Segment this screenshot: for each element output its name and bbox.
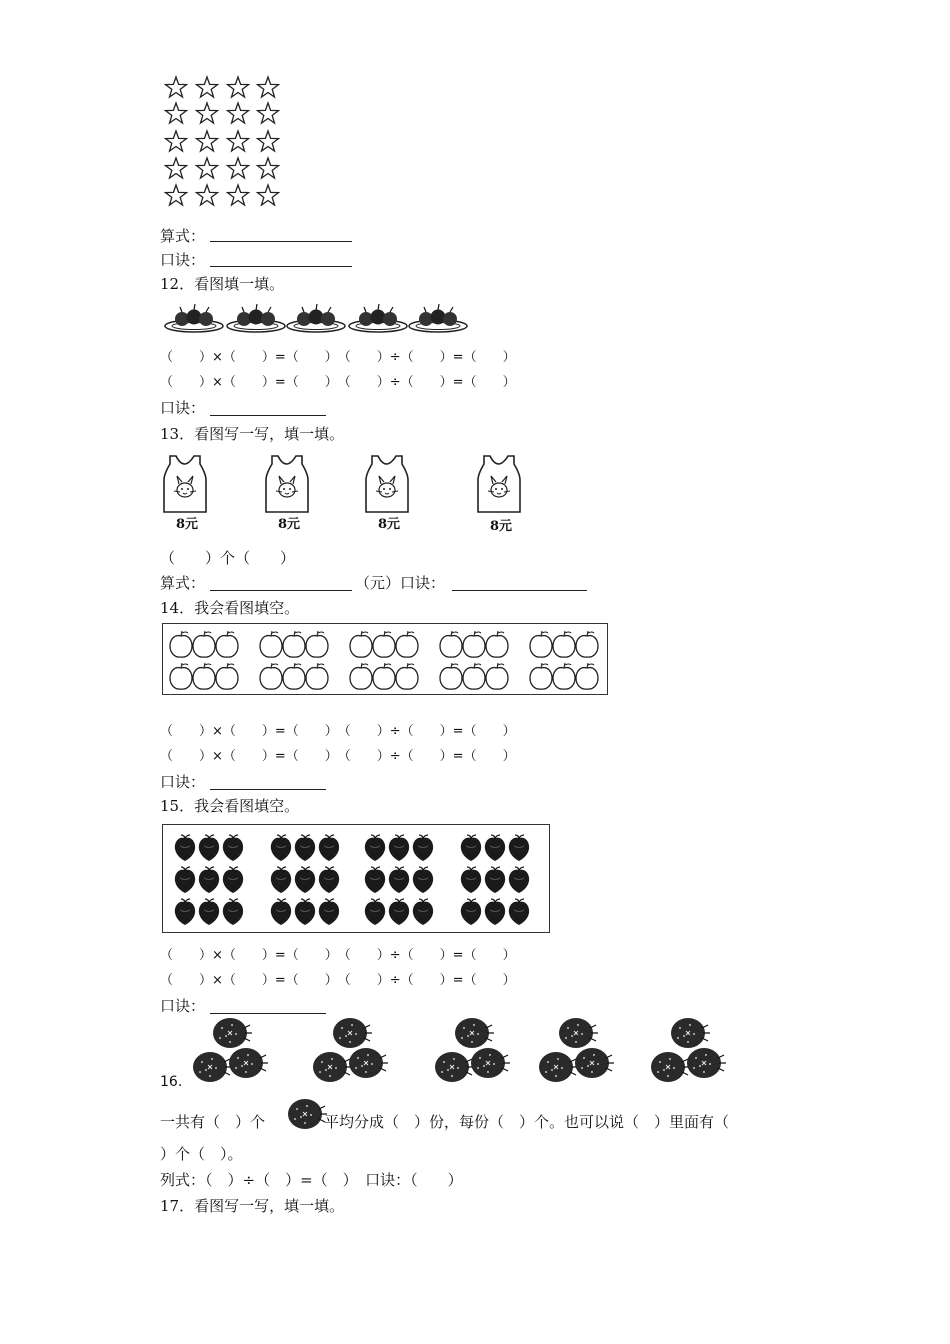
- q15-title: 15．我会看图填空。: [160, 797, 300, 815]
- q15-equation-1: （ ）×（ ）=（ ） （ ）÷（ ）=（ ）: [160, 948, 516, 963]
- q11-formula-label: 算式：: [160, 227, 206, 245]
- star-grid: [160, 74, 285, 212]
- strawberries-image: [188, 1014, 744, 1088]
- fruit-plates-image: [162, 298, 472, 336]
- q16-line2: ）个（ ）。: [160, 1145, 243, 1163]
- q17-title: 17．看图写一写，填一填。: [160, 1197, 345, 1215]
- q15-rhyme-label: 口诀：: [160, 997, 206, 1015]
- q12-equation-1: （ ）×（ ）=（ ） （ ）÷（ ）=（ ）: [160, 350, 516, 365]
- price-label-2: 8元: [278, 517, 301, 532]
- q16-line1a: 一共有（ ）个: [160, 1113, 266, 1131]
- q16-line1b: 平均分成（ ）份，每份（ ）个。也可以说（ ）里面有（: [324, 1113, 730, 1131]
- strawberry-icon: [286, 1096, 326, 1130]
- q12-title: 12．看图填一填。: [160, 275, 285, 293]
- apples-image: [164, 625, 608, 693]
- q13-title: 13．看图写一写，填一填。: [160, 425, 345, 443]
- vests-image: [158, 448, 538, 538]
- q14-title: 14．我会看图填空。: [160, 599, 300, 617]
- star-icons: [166, 77, 279, 205]
- q13-rhyme-blank[interactable]: [452, 590, 587, 591]
- q12-rhyme-blank[interactable]: [210, 415, 326, 416]
- price-label-1: 8元: [176, 517, 199, 532]
- q11-rhyme-label: 口诀：: [160, 251, 206, 269]
- q14-rhyme-label: 口诀：: [160, 773, 206, 791]
- q13-unit-rhyme: （元）口诀：: [355, 574, 446, 592]
- q14-rhyme-blank[interactable]: [210, 789, 326, 790]
- q14-equation-2: （ ）×（ ）=（ ） （ ）÷（ ）=（ ）: [160, 749, 516, 764]
- peaches-image: [164, 826, 550, 931]
- price-label-3: 8元: [378, 517, 401, 532]
- q13-formula-blank[interactable]: [210, 590, 352, 591]
- q16-number: 16.: [160, 1074, 183, 1090]
- price-label-4: 8元: [490, 519, 513, 534]
- q14-equation-1: （ ）×（ ）=（ ） （ ）÷（ ）=（ ）: [160, 724, 516, 739]
- q15-equation-2: （ ）×（ ）=（ ） （ ）÷（ ）=（ ）: [160, 973, 516, 988]
- q16-formula: 列式：（ ）÷（ ）=（ ） 口诀：（ ）: [160, 1171, 463, 1189]
- q11-rhyme-blank[interactable]: [210, 266, 352, 267]
- q12-rhyme-label: 口诀：: [160, 399, 206, 417]
- q12-equation-2: （ ）×（ ）=（ ） （ ）÷（ ）=（ ）: [160, 375, 516, 390]
- q11-formula-blank[interactable]: [210, 241, 352, 242]
- q13-formula-label: 算式：: [160, 574, 206, 592]
- q13-count-line: （ ）个（ ）: [160, 549, 296, 567]
